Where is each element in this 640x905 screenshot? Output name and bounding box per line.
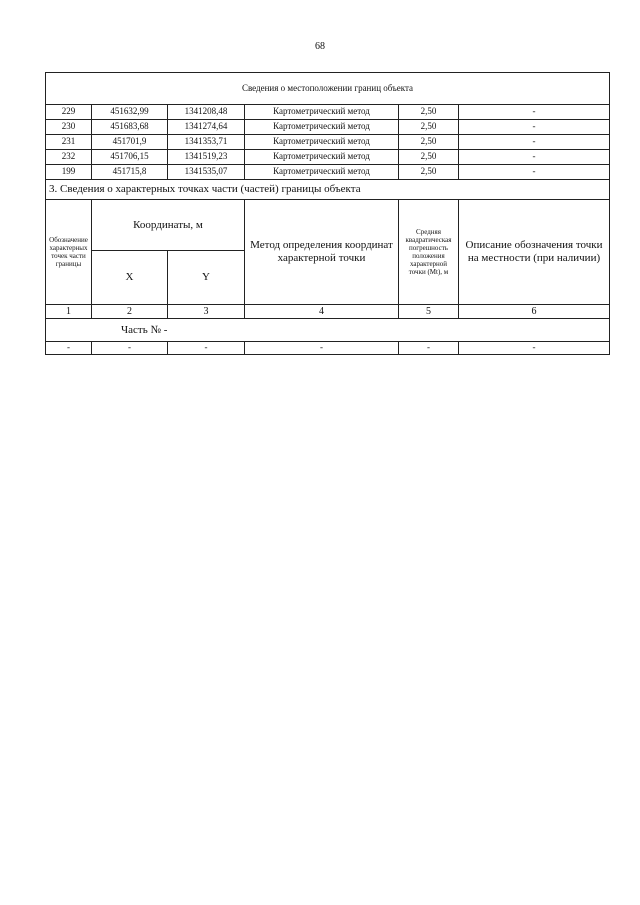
- empty-cell: -: [245, 342, 399, 355]
- part-label: Часть № -: [46, 319, 610, 342]
- empty-cell: -: [46, 342, 92, 355]
- coord-x: 451701,9: [92, 135, 168, 150]
- description: -: [459, 150, 610, 165]
- method: Картометрический метод: [245, 105, 399, 120]
- table-row: [46, 150, 610, 165]
- point-number: 199: [46, 165, 92, 180]
- description: -: [459, 135, 610, 150]
- method: Картометрический метод: [245, 135, 399, 150]
- column-number: 4: [245, 305, 399, 319]
- column-number: 3: [168, 305, 245, 319]
- table-row: [46, 135, 610, 150]
- error: 2,50: [399, 105, 459, 120]
- coord-y: 1341519,23: [168, 150, 245, 165]
- boundary-title-row: [46, 73, 610, 105]
- coord-y: 1341353,71: [168, 135, 245, 150]
- error: 2,50: [399, 135, 459, 150]
- point-number: 231: [46, 135, 92, 150]
- coord-x: 451683,68: [92, 120, 168, 135]
- header-point: Обозначение характерных точек части границы: [46, 200, 92, 305]
- coord-y: 1341535,07: [168, 165, 245, 180]
- table-row: [46, 105, 610, 120]
- error: 2,50: [399, 165, 459, 180]
- table-row: [46, 120, 610, 135]
- boundary-table: [45, 72, 610, 355]
- header-y: Y: [168, 251, 245, 305]
- table-row: [46, 165, 610, 180]
- description: -: [459, 105, 610, 120]
- point-number: 229: [46, 105, 92, 120]
- header-method: Метод определения координат характерной точки: [245, 200, 399, 305]
- coord-x: 451715,8: [92, 165, 168, 180]
- section3-title-row: [46, 180, 610, 200]
- description: -: [459, 120, 610, 135]
- table-row: [46, 342, 610, 355]
- boundary-title: Сведения о местоположении границ объекта: [46, 73, 610, 105]
- empty-cell: -: [168, 342, 245, 355]
- method: Картометрический метод: [245, 120, 399, 135]
- error: 2,50: [399, 150, 459, 165]
- part-row: [46, 319, 610, 342]
- point-number: 232: [46, 150, 92, 165]
- point-number: 230: [46, 120, 92, 135]
- description: -: [459, 165, 610, 180]
- header-description: Описание обозначения точки на местности (при наличии): [459, 200, 610, 305]
- coord-y: 1341208,48: [168, 105, 245, 120]
- error: 2,50: [399, 120, 459, 135]
- header-x: X: [92, 251, 168, 305]
- coord-x: 451706,15: [92, 150, 168, 165]
- header-row: [46, 200, 610, 251]
- header-coords: Координаты, м: [92, 200, 245, 251]
- empty-cell: -: [399, 342, 459, 355]
- empty-cell: -: [459, 342, 610, 355]
- column-number: 1: [46, 305, 92, 319]
- column-number-row: [46, 305, 610, 319]
- method: Картометрический метод: [245, 150, 399, 165]
- column-number: 2: [92, 305, 168, 319]
- header-error: Средняя квадратическая погрешность положения характерной точки (Мt), м: [399, 200, 459, 305]
- column-number: 6: [459, 305, 610, 319]
- coord-x: 451632,99: [92, 105, 168, 120]
- method: Картометрический метод: [245, 165, 399, 180]
- section3-title: 3. Сведения о характерных точках части (частей) границы объекта: [46, 180, 610, 200]
- coord-y: 1341274,64: [168, 120, 245, 135]
- page-number: 68: [315, 41, 325, 52]
- column-number: 5: [399, 305, 459, 319]
- empty-cell: -: [92, 342, 168, 355]
